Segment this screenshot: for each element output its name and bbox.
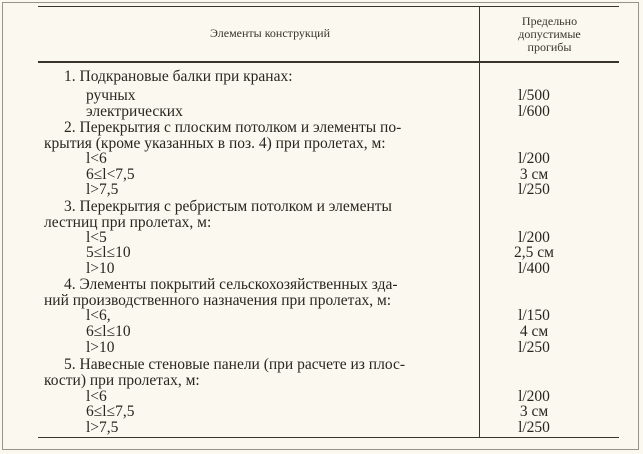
- row-text-19: 5. Навесные стеновые панели (при расчете из плос-: [64, 356, 406, 373]
- row-text-13: l>10: [86, 260, 115, 277]
- row-text-17: 6≤l≤10: [86, 323, 131, 340]
- row-deflection-6: l/200: [518, 150, 550, 167]
- row-deflection-2: l/500: [518, 87, 550, 104]
- row-text-2: ручных: [86, 87, 136, 104]
- row-deflection-16: l/150: [518, 307, 550, 324]
- row-deflection-17: 4 см: [519, 323, 549, 340]
- row-text-8: l>7,5: [86, 181, 119, 198]
- row-text-3: электрических: [86, 103, 183, 120]
- header-bottom-rule: [38, 61, 619, 63]
- row-deflection-12: 2,5 см: [514, 244, 554, 261]
- row-deflection-23: l/250: [518, 419, 550, 436]
- row-text-14: 4. Элементы покрытий сельскохозяйственных зда-: [64, 276, 398, 293]
- row-text-10: лестниц при пролетах, м:: [44, 214, 212, 231]
- row-deflection-7: 3 см: [519, 166, 549, 183]
- row-text-1: 1. Подкрановые балки при кранах:: [64, 68, 293, 85]
- row-text-11: l<5: [86, 229, 107, 246]
- header-deflection-label: [482, 15, 617, 54]
- row-text-22: 6≤l≤7,5: [86, 403, 135, 420]
- row-text-6: l<6: [86, 150, 107, 167]
- row-text-20: кости) при пролетах, м:: [44, 372, 200, 389]
- row-deflection-13: l/400: [518, 260, 550, 277]
- header-deflection-line-3: прогибы: [527, 40, 572, 54]
- row-deflection-18: l/250: [518, 339, 550, 356]
- row-text-9: 3. Перекрытия с ребристым потолком и элементы: [64, 198, 392, 215]
- row-text-16: l<6,: [86, 307, 111, 324]
- column-divider: [479, 6, 480, 438]
- row-text-12: 5≤l≤10: [86, 244, 131, 261]
- row-text-23: l>7,5: [86, 419, 119, 436]
- header-deflection-line-2: допустимые: [518, 27, 581, 41]
- row-deflection-8: l/250: [518, 181, 550, 198]
- row-text-15: ний производственного назначения при пролетах, м:: [44, 292, 392, 309]
- table-bottom-rule: [38, 437, 619, 438]
- row-deflection-3: l/600: [518, 103, 550, 120]
- row-text-4: 2. Перекрытия с плоским потолком и элементы по-: [64, 119, 402, 136]
- row-text-21: l<6: [86, 388, 107, 405]
- row-text-18: l>10: [86, 339, 115, 356]
- row-text-5: крытия (кроме указанных в поз. 4) при пролетах, м:: [44, 135, 386, 152]
- row-deflection-21: l/200: [518, 388, 550, 405]
- header-elements-label: Элементы конструкций: [209, 26, 331, 40]
- row-deflection-22: 3 см: [519, 403, 549, 420]
- header-deflection-line-1: Предельно: [521, 14, 578, 28]
- table-top-rule: [38, 6, 619, 7]
- row-deflection-11: l/200: [518, 229, 550, 246]
- row-text-7: 6≤l<7,5: [86, 166, 135, 183]
